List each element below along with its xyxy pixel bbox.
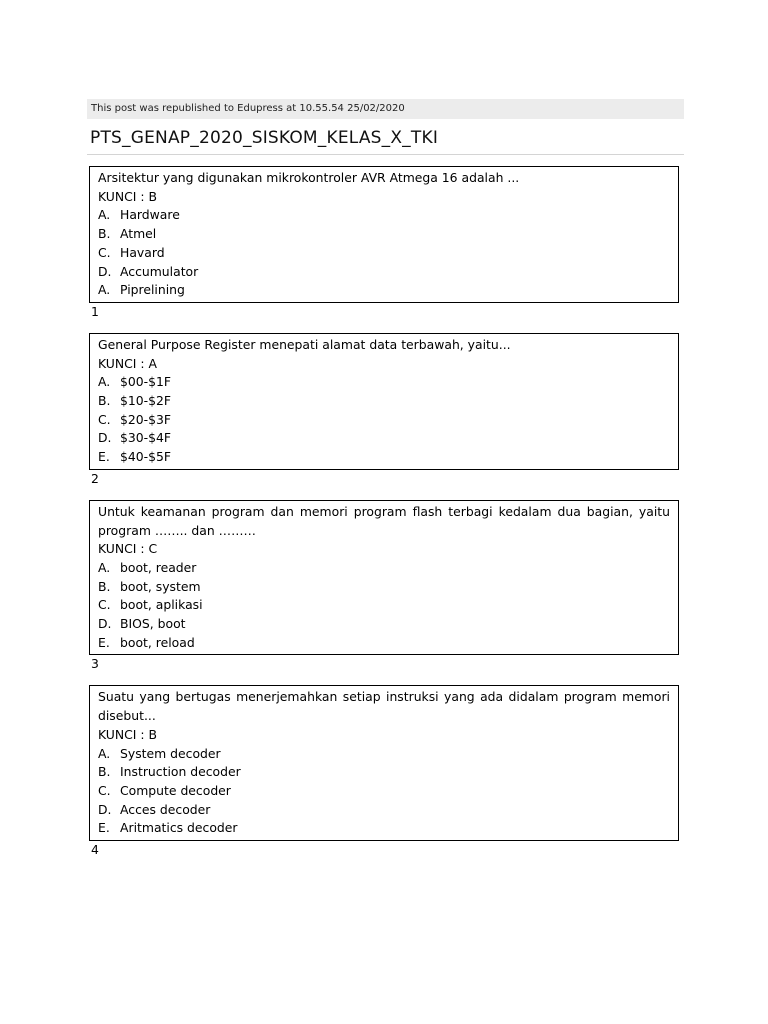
option-text: boot, system bbox=[120, 578, 201, 594]
question-number: 3 bbox=[91, 656, 99, 672]
answer-key: KUNCI : A bbox=[98, 355, 157, 371]
question-number: 1 bbox=[91, 303, 99, 319]
option-letter: B. bbox=[98, 393, 111, 409]
option-letter: A. bbox=[98, 207, 111, 223]
option-item bbox=[98, 411, 670, 430]
option-text: Piprelining bbox=[120, 282, 185, 298]
option-item bbox=[98, 763, 670, 782]
option-item bbox=[98, 263, 670, 282]
option-text: $00-$1F bbox=[120, 374, 172, 390]
option-text: $10-$2F bbox=[120, 393, 172, 409]
option-letter: C. bbox=[98, 411, 111, 427]
option-letter: A. bbox=[98, 559, 111, 575]
option-text: boot, reload bbox=[120, 634, 195, 650]
option-item bbox=[98, 225, 670, 244]
option-item bbox=[98, 819, 670, 838]
option-text: Atmel bbox=[120, 226, 157, 242]
option-item bbox=[98, 559, 670, 578]
option-letter: C. bbox=[98, 597, 111, 613]
option-letter: D. bbox=[98, 616, 112, 632]
option-item bbox=[98, 392, 670, 411]
question-text: General Purpose Register menepati alamat data terbawah, yaitu... bbox=[98, 336, 511, 352]
option-text: Acces decoder bbox=[120, 801, 211, 817]
answer-key: KUNCI : B bbox=[98, 188, 157, 204]
option-text: Hardware bbox=[120, 207, 180, 223]
option-letter: B. bbox=[98, 578, 111, 594]
option-item bbox=[98, 448, 670, 467]
option-item bbox=[98, 578, 670, 597]
option-text: Havard bbox=[120, 244, 165, 260]
option-letter: D. bbox=[98, 801, 112, 817]
option-text: $30-$4F bbox=[120, 430, 172, 446]
option-letter: B. bbox=[98, 226, 111, 242]
option-text: Instruction decoder bbox=[120, 764, 241, 780]
page-title: PTS_GENAP_2020_SISKOM_KELAS_X_TKI bbox=[90, 128, 439, 148]
option-letter: B. bbox=[98, 764, 111, 780]
option-letter: A. bbox=[98, 374, 111, 390]
option-item bbox=[98, 373, 670, 392]
option-item bbox=[98, 429, 670, 448]
option-item bbox=[98, 782, 670, 801]
option-letter: A. bbox=[98, 745, 111, 761]
title-bar bbox=[87, 125, 684, 155]
option-text: Accumulator bbox=[120, 263, 199, 279]
option-text: Aritmatics decoder bbox=[120, 820, 238, 836]
question-number: 4 bbox=[91, 842, 99, 858]
republish-notice: This post was republished to Edupress at 10.55.54 25/02/2020 bbox=[87, 99, 684, 119]
option-item bbox=[98, 634, 670, 653]
question-box bbox=[89, 685, 679, 841]
option-item bbox=[98, 281, 670, 300]
option-item bbox=[98, 596, 670, 615]
option-letter: E. bbox=[98, 449, 110, 465]
question-number: 2 bbox=[91, 470, 99, 486]
option-text: $20-$3F bbox=[120, 411, 172, 427]
question-text: Untuk keamanan program dan memori program flash terbagi kedalam dua bagian, yaitu program …….. dan ……… bbox=[98, 503, 670, 538]
option-text: System decoder bbox=[120, 745, 221, 761]
answer-key: KUNCI : B bbox=[98, 726, 157, 742]
option-letter: E. bbox=[98, 634, 110, 650]
question-box bbox=[89, 166, 679, 303]
option-text: BIOS, boot bbox=[120, 616, 186, 632]
option-letter: A. bbox=[98, 282, 111, 298]
question-box bbox=[89, 500, 679, 656]
option-text: $40-$5F bbox=[120, 449, 172, 465]
option-letter: E. bbox=[98, 820, 110, 836]
option-letter: D. bbox=[98, 430, 112, 446]
option-item bbox=[98, 206, 670, 225]
option-item bbox=[98, 244, 670, 263]
option-letter: C. bbox=[98, 782, 111, 798]
question-text: Suatu yang bertugas menerjemahkan setiap instruksi yang ada didalam program memori disebut... bbox=[98, 689, 670, 724]
option-item bbox=[98, 801, 670, 820]
question-box bbox=[89, 333, 679, 470]
option-text: boot, aplikasi bbox=[120, 597, 203, 613]
option-item bbox=[98, 745, 670, 764]
option-item bbox=[98, 615, 670, 634]
option-letter: D. bbox=[98, 263, 112, 279]
option-letter: C. bbox=[98, 244, 111, 260]
option-text: boot, reader bbox=[120, 559, 197, 575]
question-list bbox=[89, 166, 681, 871]
document-page bbox=[87, 99, 684, 858]
question-text: Arsitektur yang digunakan mikrokontroler AVR Atmega 16 adalah ... bbox=[98, 170, 520, 185]
answer-key: KUNCI : C bbox=[98, 541, 158, 557]
option-text: Compute decoder bbox=[120, 782, 231, 798]
